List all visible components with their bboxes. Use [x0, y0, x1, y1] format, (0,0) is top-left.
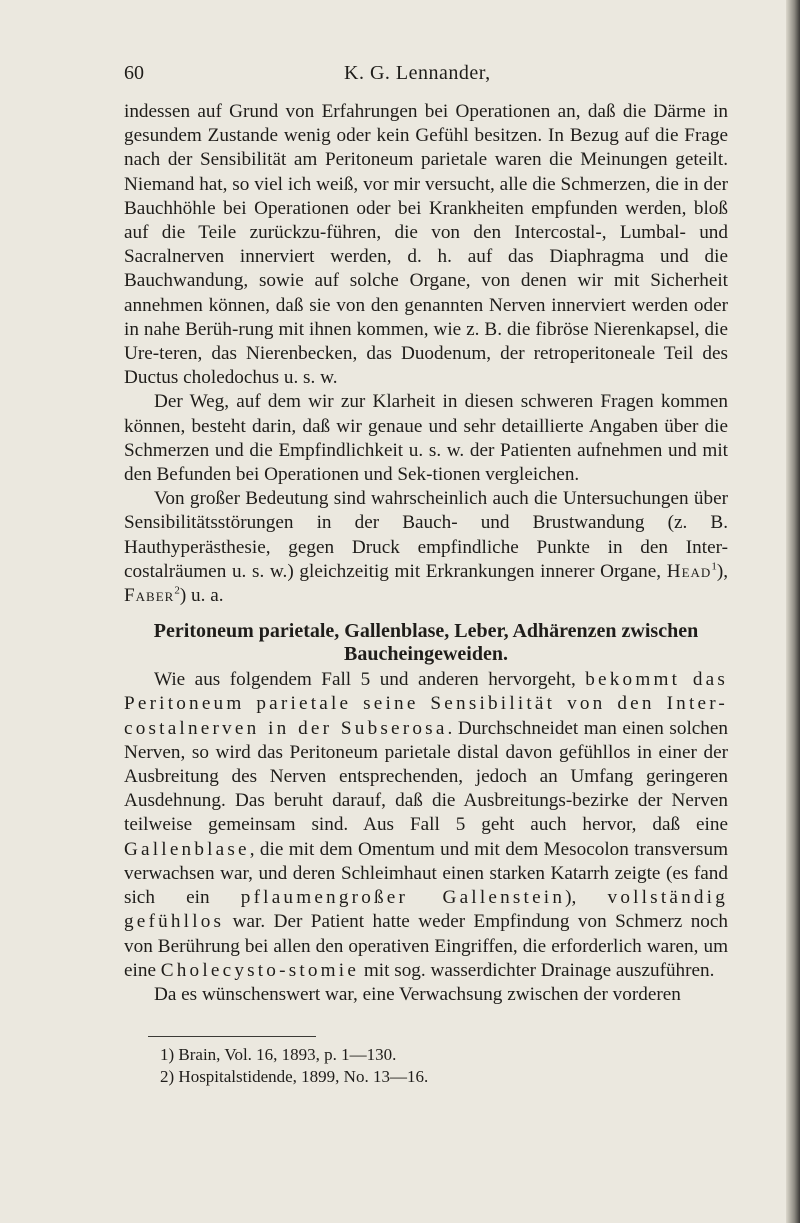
section-heading-line-2: Baucheingeweiden. — [344, 643, 508, 666]
paragraph-3-end: ) u. a. — [179, 585, 224, 607]
paragraph-2: Der Weg, auf dem wir zur Klarheit in diesen schweren Fragen kommen können, besteht darin, daß wir genaue und sehr detaillierte Angaben über die Schmerzen und die Empfindlichkeit u. s. w. der Patienten aufnehmen und mit den Befunden bei Operationen und Sek-tionen vergleichen. — [124, 391, 728, 486]
footnote-2: 2) Hospitalstidende, 1899, No. 13—16. — [160, 1067, 429, 1086]
p4-part-c: . Durchschneidet man einen solchen Nerven, so wird das Peritoneum parietale distal davon gefühllos in einer der Ausbreitung des Nerven entsprechenden, jedoch an Umfang geringeren Ausdehnung. Das beruht darauf, daß die Ausbreitungs-bezirke der Nerven teilweise gemeinsam sind. Aus Fall 5 geht auch hervor, daß eine — [124, 717, 729, 836]
p4-emphasis-gallenblase: Gallenblase — [124, 838, 250, 860]
section-heading — [124, 620, 728, 666]
p4-emphasis-cholecystostomie: Cholecysto-stomie — [160, 959, 360, 981]
section-heading-line-1: Peritoneum parietale, Gallenblase, Leber, Adhärenzen zwischen — [153, 620, 699, 643]
page-edge-shadow — [786, 0, 800, 1223]
paragraph-5: Da es wünschenswert war, eine Verwachsung zwischen der vorderen — [154, 983, 681, 1005]
paragraph-3-text: Von großer Bedeutung sind wahrscheinlich auch die Untersuchungen über Sensibilitätsstörungen in der Bauch- und Brustwandung (z. B. Hauthyperästhesie, gegen Druck empfindliche Punkte in den Inter-costalräumen u. s. w.) gleichzeitig mit Erkrankungen innerer Organe, — [124, 488, 728, 582]
paragraph-3 — [124, 487, 728, 608]
p4-part-a: Wie aus folgendem Fall 5 und anderen hervorgeht, — [154, 669, 586, 691]
page-number: 60 — [124, 62, 144, 84]
p4-emphasis-gefuehllos: vollständig gefühllos — [124, 887, 729, 933]
p4-part-k: mit sog. wasserdichter Drainage auszuführen. — [359, 959, 715, 981]
p4-part-e: , die mit dem Omentum und mit dem Mesocolon transversum verwachsen war, und deren Schleimhaut einen starken Katarrh zeigte (es fand sich ein — [124, 838, 728, 909]
p4-emphasis-gallenstein: pflaumengroßer Gallenstein — [240, 887, 566, 909]
body-text — [124, 100, 728, 1007]
footnotes — [160, 1044, 720, 1088]
footnote-divider — [148, 1036, 316, 1037]
p4-part-g: ), — [565, 887, 608, 909]
p4-emphasis-sensibility: bekommt das Peritoneum parietale seine Sensibilität von den Inter-costalnerven in der Subserosa — [124, 669, 728, 739]
p4-part-i: war. Der Patient hatte weder Empfindung von Schmerz noch von Berührung bei allen den operativen Eingriffen, die erforderlich waren, um eine — [124, 911, 728, 981]
reference-faber: Faber — [124, 585, 175, 607]
footnote-1: 1) Brain, Vol. 16, 1893, p. 1—130. — [160, 1045, 397, 1064]
footnote-marker-2: 2 — [174, 584, 180, 597]
paragraph-4 — [124, 668, 728, 983]
paragraph-1: indessen auf Grund von Erfahrungen bei Operationen an, daß die Därme in gesundem Zustande wenig oder kein Gefühl besitzen. In Bezug auf die Frage nach der Sensibilität am Peritoneum parietale waren die Meinungen geteilt. Niemand hat, so viel ich weiß, vor mir versucht, alle die Schmerzen, die in der Bauchhöhle bei Operationen oder bei Krankheiten empfunden werden, bloß auf die Teile zurückzu-führen, die von den Intercostal-, Lumbal- und Sacralnerven innerviert werden, d. h. auf das Diaphragma und die Bauchwandung, sowie auf solche Organe, von denen wir mit Sicherheit annehmen können, daß sie von den genannten Nerven innerviert werden oder in nahe Berüh-rung mit ihnen kommen, wie z. B. die fibröse Nierenkapsel, die Ure-teren, das Nierenbecken, das Duodenum, der retroperitoneale Teil des Ductus choledochus u. s. w. — [124, 101, 728, 389]
reference-separator: ), — [716, 560, 729, 582]
page-header — [124, 62, 728, 88]
reference-head: Head — [666, 560, 712, 582]
running-head: K. G. Lennander, — [344, 62, 491, 84]
footnote-marker-1: 1 — [711, 560, 717, 573]
